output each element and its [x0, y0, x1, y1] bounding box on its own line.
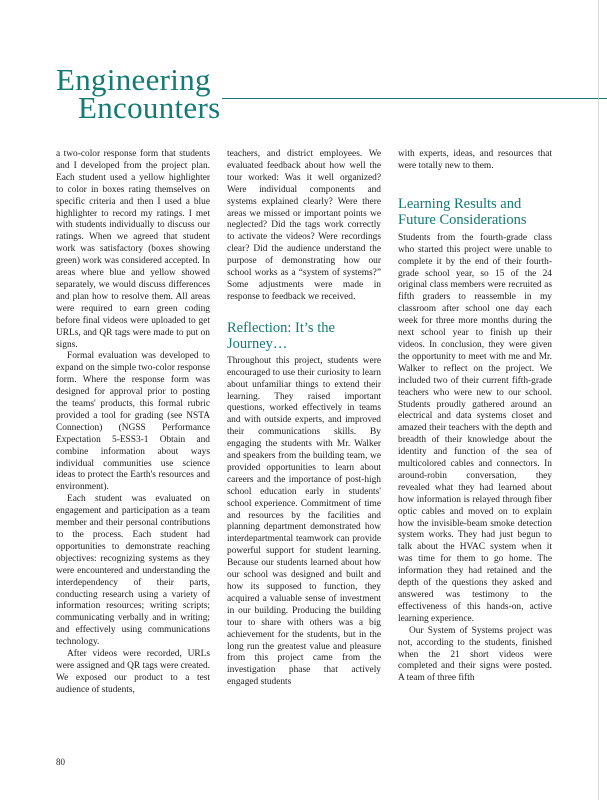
- column-2: [227, 149, 381, 749]
- paragraph: Throughout this project, students were encouraged to use their curiosity to learn about unfamiliar things to extend their learning. They raised important questions, worked effectively in teams and with outside experts, and improved their communications skills. By engaging the students with Mr. Walker and speakers from the building team, we provided opportunities to learn about careers and the importance of post-high school education early in students' school experience. Commitment of time and resources by the facilities and planning department demonstrated how interdepartmental teamwork can provide powerful support for student learning. Because our students learned about how our school was designed and built and how its supposed to function, they acquired a valuable sense of investment in our building. Producing the building tour to share with others was a big achievement for the students, but in the long run the greatest value and pleasure from this project came from the investigation phase that actively engaged students: [227, 355, 381, 688]
- paragraph: Formal evaluation was developed to expand on the simple two-color response form. Where the response form was designed for approval prior to posting the teams' products, this formal rubric provided a tool for grading (see NSTA Connection) (NGSS Performance Expectation 5-ESS3-1 Obtain and combine information about ways individual communities use science ideas to protect the Earth's resources and environment).: [56, 351, 210, 493]
- paragraph: Our System of Systems project was not, according to the students, finished when the 21 short videos were completed and their signs were posted. A team of three fifth: [398, 625, 552, 684]
- section-heading-learning-results: Learning Results and Future Considerations: [398, 195, 527, 228]
- column-3: [398, 149, 552, 749]
- page-edge-rule: [598, 0, 599, 800]
- department-title: [56, 62, 221, 125]
- title-line-2: Encounters: [78, 90, 221, 125]
- paragraph: with experts, ideas, and resources that were totally new to them.: [398, 149, 552, 171]
- column-1: [56, 149, 210, 749]
- paragraph: Students from the fourth-grade class who started this project were unable to complete it by the end of their fourth-grade school year, so 15 of the 24 original class members were recruited as fifth graders to reassemble in my classroom after school one day each week for three more months during the next school year to finish up their videos. In conclusion, they were given the opportunity to meet with me and Mr. Walker to reflect on the project. We included two of their current fifth-grade teachers who were new to our school. Students proudly gathered around an electrical and data systems closet and amazed their teachers with the depth and breadth of their knowledge about the identity and function of the sea of multicolored cables and connectors. In around-robin conversation, they revealed what they had learned about how information is relayed through fiber optic cables and moved on to explain how the invisible-beam smoke detection system works. They had just begun to talk about the HVAC system when it was time for them to go home. The information they had retained and the depth of the questions they asked and answered was testimony to the effectiveness of this hands-on, active learning experience.: [398, 232, 552, 624]
- paragraph: a two-color response form that students and I developed from the project plan. Each student used a yellow highlighter to color in boxes rating themselves on specific criteria and then I used a blue highlighter to record my ratings. I met with students individually to discuss our ratings. When we agreed that student work was satisfactory (boxes showing green) work was considered accepted. In areas where blue and yellow showed separately, we would discuss differences and plan how to resolve them. All areas were required to earn green coding before final videos were uploaded to get URLs, and QR tags were made to put on signs.: [56, 149, 210, 350]
- paragraph: Each student was evaluated on engagement and participation as a team member and their personal contributions to the process. Each student had opportunities to demonstrate reaching objectives: recognizing systems as they were encountered and understanding the interdependency of their parts, conducting research using a variety of information resources; writing scripts; communicating verbally and in writing; and effectively using communications technology.: [56, 494, 210, 648]
- header-rule: [222, 98, 607, 99]
- page-number: 80: [56, 757, 65, 767]
- paragraph: After videos were recorded, URLs were assigned and QR tags were created. We exposed our product to a test audience of students,: [56, 649, 210, 695]
- title-line-1: Engineering: [56, 62, 211, 97]
- paragraph: teachers, and district employees. We evaluated feedback about how well the tour worked: Was it well organized? Were individual components and systems explained clearly? Were there areas we missed or important points we neglected? Did the tags work correctly to activate the videos? Were recordings clear? Did the audience understand the purpose of demonstrating how our school works as a “system of systems?” Some adjustments were made in response to feedback we received.: [227, 149, 381, 302]
- section-heading-reflection: Reflection: It’s the Journey…: [227, 319, 335, 352]
